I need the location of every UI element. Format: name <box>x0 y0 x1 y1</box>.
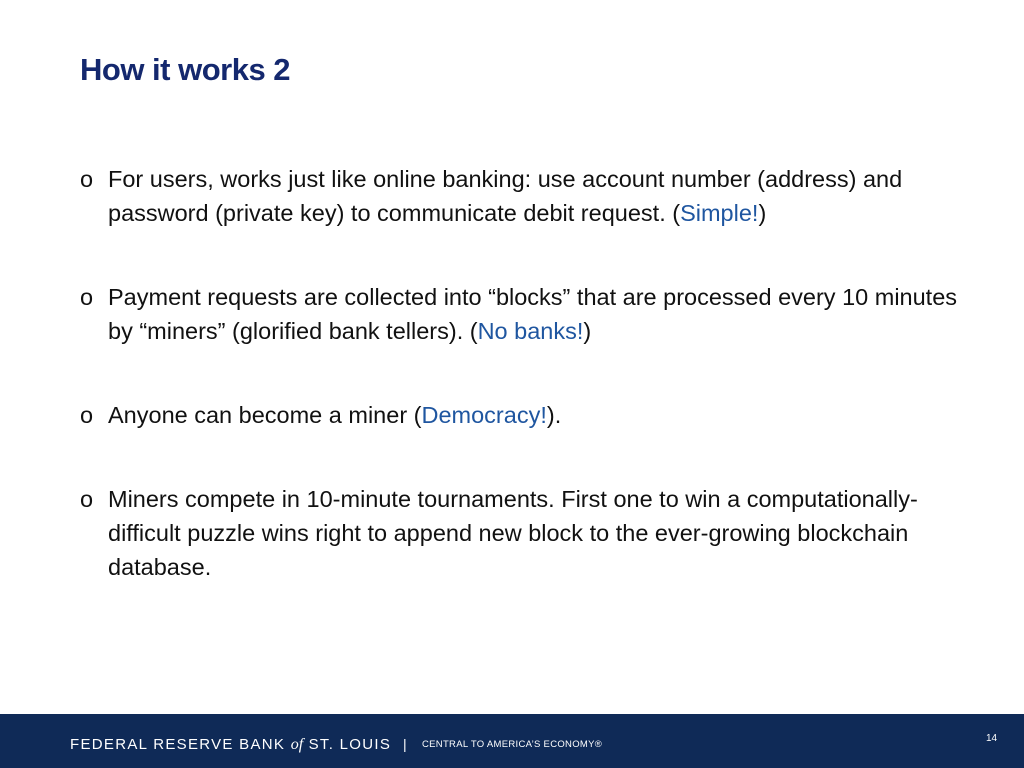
bullet-item-3 <box>80 398 960 432</box>
footer-brand-logo: FEDERAL RESERVE BANK of ST. LOUIS <box>70 736 392 753</box>
accent-text: No banks! <box>477 318 584 344</box>
footer-separator: | <box>403 736 407 752</box>
bullet-marker-icon: o <box>80 486 94 512</box>
bullet-text: Miners compete in 10-minute tournaments. First one to win a computationally-difficult puzzle wins right to append new block to the ever-growing blockchain database. <box>108 486 918 580</box>
bullet-item-2 <box>80 280 960 348</box>
accent-text: Democracy! <box>421 402 547 428</box>
footer-tagline: CENTRAL TO AMERICA’S ECONOMY® <box>422 739 603 750</box>
bullet-marker-icon: o <box>80 166 94 192</box>
bullet-marker-icon: o <box>80 402 94 428</box>
accent-text: Simple! <box>680 200 759 226</box>
bullet-text: Payment requests are collected into “blocks” that are processed every 10 minutes by “miners” (glorified bank tellers). (No banks!) <box>108 284 958 344</box>
slide-title: How it works 2 <box>80 52 291 87</box>
bullet-text: Anyone can become a miner (Democracy!). <box>108 402 562 428</box>
bullet-item-1 <box>80 162 960 230</box>
footer-bar <box>0 714 1024 768</box>
bullet-item-4 <box>80 482 960 584</box>
page-number: 14 <box>986 733 998 744</box>
bullet-text: For users, works just like online banking: use account number (address) and password (private key) to communicate debit request. (Simple!) <box>108 166 903 226</box>
bullet-marker-icon: o <box>80 284 94 310</box>
bullet-list <box>80 162 960 634</box>
